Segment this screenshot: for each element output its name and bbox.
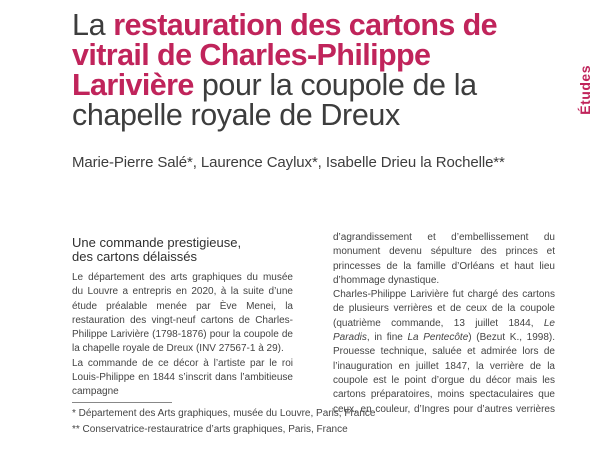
body-column-right — [333, 231, 555, 417]
body-column-left — [72, 271, 293, 400]
italic-title: La Pentecôte — [407, 332, 469, 344]
title-part2: pour la coupole de la chapelle royale de Dreux — [72, 68, 477, 132]
text-run: Charles-Philippe Larivière fut chargé des cartons de plusieurs verrières et de ceux de la coupole (quatrième commande, 13 juillet 1844, — [333, 289, 555, 329]
footnote-2: ** Conservatrice-restauratrice d’arts graphiques, Paris, France — [72, 424, 348, 435]
footnote-1: * Département des Arts graphiques, musée du Louvre, Paris, France — [72, 408, 376, 419]
section-tab-label: Études — [577, 65, 593, 115]
text-run: , in fine — [366, 332, 408, 344]
section-heading — [72, 236, 322, 264]
paragraph: La commande de ce décor à l’artiste par le roi Louis-Philippe en 1844 s’inscrit dans l’ambitieuse campagne — [72, 357, 293, 398]
title-part1: La — [72, 8, 114, 42]
section-heading-line2: des cartons délaissés — [72, 249, 198, 264]
text-run: ) (Bezut K., 1998). Prouesse technique, saluée et admirée lors de l’inauguration en juillet 1847, la verrière de la coupole est le point d’orgue du décor mais les cartons préparatoires, moins spectaculaires que ceux, en couleur, d’Ingres pour d’autres verrières — [333, 332, 555, 415]
authors: Marie-Pierre Salé*, Laurence Caylux*, Isabelle Drieu la Rochelle** — [72, 154, 505, 171]
paragraph — [333, 288, 555, 417]
article-title — [72, 10, 542, 130]
paragraph: Le département des arts graphiques du musée du Louvre a entrepris en 2020, à la suite d’une étude préalable menée par Ève Menei, la restauration des vingt-neuf cartons de Charles-Philippe Larivière (1798-1876) pour la coupole de la chapelle royale de Dreux (INV 27567-1 à 29). — [72, 272, 293, 355]
italic-title: Le Paradis — [333, 317, 555, 344]
paragraph: d’agrandissement et d’embellissement du monument devenu sépulture des princes et princesses de la famille d’Orléans et haut lieu d’hommage dynastique. — [333, 232, 555, 286]
title-accent: restauration des cartons de vitrail de Charles-Philippe Larivière — [72, 8, 498, 102]
section-heading-line1: Une commande prestigieuse, — [72, 235, 242, 250]
footnote-divider — [72, 402, 172, 403]
